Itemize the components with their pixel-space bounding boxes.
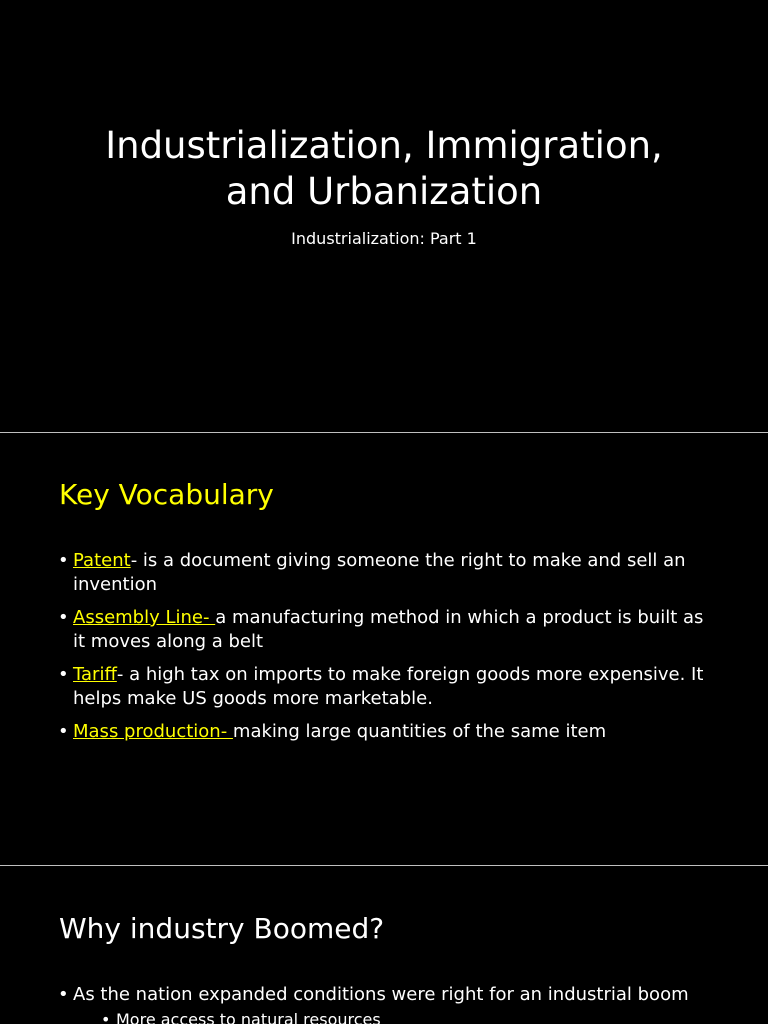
page-subtitle: Industrialization: Part 1 — [291, 229, 477, 248]
sub-list — [73, 1009, 718, 1024]
sub-reason-text: More access to natural resources — [116, 1010, 381, 1024]
bullet-icon: • — [58, 721, 69, 742]
sub-list-item — [101, 1009, 718, 1024]
vocab-term: Assembly Line- — [73, 607, 216, 628]
vocab-term: Mass production- — [73, 721, 233, 742]
slide-heading: Why industry Boomed? — [59, 912, 385, 945]
reason-text: As the nation expanded conditions were right for an industrial boom — [73, 984, 689, 1005]
bullet-icon: • — [101, 1010, 111, 1024]
title-line-2: and Urbanization — [225, 170, 543, 213]
reasons-list — [58, 983, 718, 1024]
list-item — [58, 663, 718, 711]
vocab-definition: making large quantities of the same item — [232, 721, 607, 742]
vocab-definition: - is a document giving someone the right to make and sell an invention — [73, 550, 686, 595]
page-title — [0, 123, 768, 215]
vocabulary-list — [58, 549, 718, 753]
vocab-definition: a manufacturing method in which a product is built as it moves along a belt — [73, 607, 704, 652]
list-item — [58, 606, 718, 654]
vocab-term: Tariff — [73, 664, 117, 685]
vocab-definition: - a high tax on imports to make foreign goods more expensive. It helps make US goods more marketable. — [73, 664, 704, 709]
title-line-1: Industrialization, Immigration, — [105, 124, 663, 167]
vocabulary-slide — [0, 433, 768, 865]
bullet-icon: • — [58, 984, 69, 1005]
bullet-icon: • — [58, 607, 69, 628]
bullet-icon: • — [58, 550, 69, 571]
slide-heading: Key Vocabulary — [59, 478, 274, 511]
bullet-icon: • — [58, 664, 69, 685]
title-slide — [0, 0, 768, 432]
vocab-term: Patent — [73, 550, 131, 571]
list-item — [58, 720, 718, 744]
industry-boom-slide — [0, 866, 768, 1024]
list-item — [58, 549, 718, 597]
list-item — [58, 983, 718, 1024]
